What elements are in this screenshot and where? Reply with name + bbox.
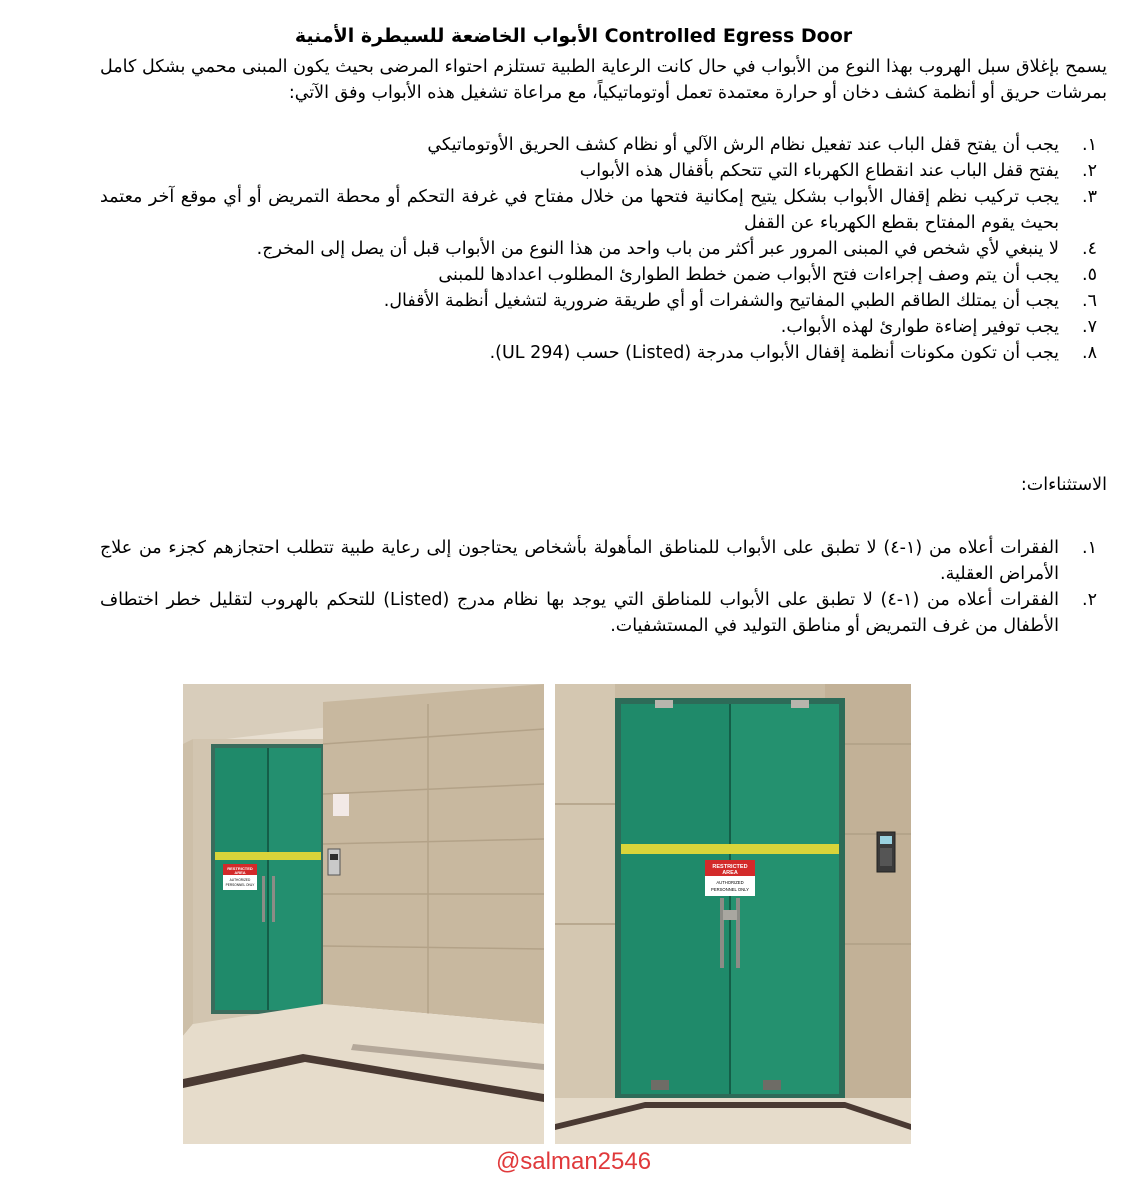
item-text: الفقرات أعلاه من (١-٤) لا تطبق على الأبواب للمناطق المأهولة بأشخاص يحتاجون إلى رعاية طبية تتطلب احتجازهم كجزء من علاج الأمراض العقلية. bbox=[100, 538, 1059, 584]
rules-list bbox=[100, 132, 1107, 366]
sign-line4: PERSONNEL ONLY bbox=[711, 887, 749, 892]
door-photo-left bbox=[183, 684, 544, 1144]
item-number: ٣. bbox=[1082, 187, 1097, 207]
list-item bbox=[100, 340, 1107, 366]
document-title: الأبواب الخاضعة للسيطرة الأمنية Controlled Egress Door bbox=[294, 25, 853, 47]
list-item bbox=[100, 288, 1107, 314]
item-number: ١. bbox=[1082, 538, 1097, 558]
sign-line2: AREA bbox=[234, 870, 246, 875]
item-number: ٧. bbox=[1082, 317, 1097, 337]
exceptions-heading: الاستثناءات: bbox=[1020, 475, 1107, 495]
item-number: ١. bbox=[1082, 135, 1097, 155]
item-text: يجب تركيب نظم إقفال الأبواب بشكل يتيح إمكانية فتحها من خلال مفتاح في غرفة التحكم أو محطة التمريض أو أي موقع آخر معتمد بحيث يقوم المفتاح بقطع الكهرباء عن القفل bbox=[100, 187, 1059, 233]
item-text: الفقرات أعلاه من (١-٤) لا تطبق على الأبواب للمناطق التي يوجد بها نظام مدرج (Listed) للتحكم بالهروب لتقليل خطر اختطاف الأطفال من غرف التمريض أو مناطق التوليد في المستشفيات. bbox=[100, 590, 1059, 636]
sign-line1: RESTRICTED bbox=[712, 864, 748, 870]
item-number: ٦. bbox=[1082, 291, 1097, 311]
door-photo-right bbox=[555, 684, 911, 1144]
list-item bbox=[100, 132, 1107, 158]
sign-line3: AUTHORIZED bbox=[229, 878, 251, 882]
item-number: ٢. bbox=[1082, 590, 1097, 610]
sign-line1: RESTRICTED bbox=[227, 866, 253, 871]
list-item bbox=[100, 262, 1107, 288]
watermark: @salman2546 bbox=[495, 1148, 652, 1175]
list-item bbox=[100, 314, 1107, 340]
list-item bbox=[100, 184, 1107, 236]
list-item bbox=[100, 236, 1107, 262]
item-text: يجب أن تكون مكونات أنظمة إقفال الأبواب مدرجة (Listed) حسب (UL 294). bbox=[489, 343, 1059, 363]
intro-paragraph: يسمح بإغلاق سبل الهروب بهذا النوع من الأبواب في حال كانت الرعاية الطبية تستلزم احتواء المرضى بحيث يكون المبنى محمي بشكل كامل بمرشات حريق أو أنظمة كشف دخان أو حرارة معتمدة تعمل أوتوماتيكياً، مع مراعاة تشغيل هذه الأبواب وفق الآتي: bbox=[100, 57, 1107, 103]
item-number: ٤. bbox=[1082, 239, 1097, 259]
sign-line3: AUTHORIZED bbox=[716, 880, 744, 885]
list-item bbox=[100, 535, 1107, 587]
item-text: يجب أن يمتلك الطاقم الطبي المفاتيح والشفرات أو أي طريقة ضرورية لتشغيل أنظمة الأقفال. bbox=[383, 291, 1059, 311]
exceptions-list bbox=[100, 535, 1107, 639]
item-text: يجب أن يفتح قفل الباب عند تفعيل نظام الرش الآلي أو نظام كشف الحريق الأوتوماتيكي bbox=[427, 135, 1059, 155]
item-text: لا ينبغي لأي شخص في المبنى المرور عبر أكثر من باب واحد من هذا النوع من الأبواب قبل أن يصل إلى المخرج. bbox=[256, 239, 1059, 259]
list-item bbox=[100, 587, 1107, 639]
item-text: يفتح قفل الباب عند انقطاع الكهرباء التي تتحكم بأقفال هذه الأبواب bbox=[579, 161, 1059, 181]
list-item bbox=[100, 158, 1107, 184]
item-number: ٢. bbox=[1082, 161, 1097, 181]
item-number: ٨. bbox=[1082, 343, 1097, 363]
item-text: يجب توفير إضاءة طوارئ لهذه الأبواب. bbox=[780, 317, 1059, 337]
item-text: يجب أن يتم وصف إجراءات فتح الأبواب ضمن خطط الطوارئ المطلوب اعدادها للمبنى bbox=[438, 265, 1059, 285]
item-number: ٥. bbox=[1082, 265, 1097, 285]
sign-line2: AREA bbox=[722, 870, 738, 876]
sign-line4: PERSONNEL ONLY bbox=[225, 883, 255, 887]
